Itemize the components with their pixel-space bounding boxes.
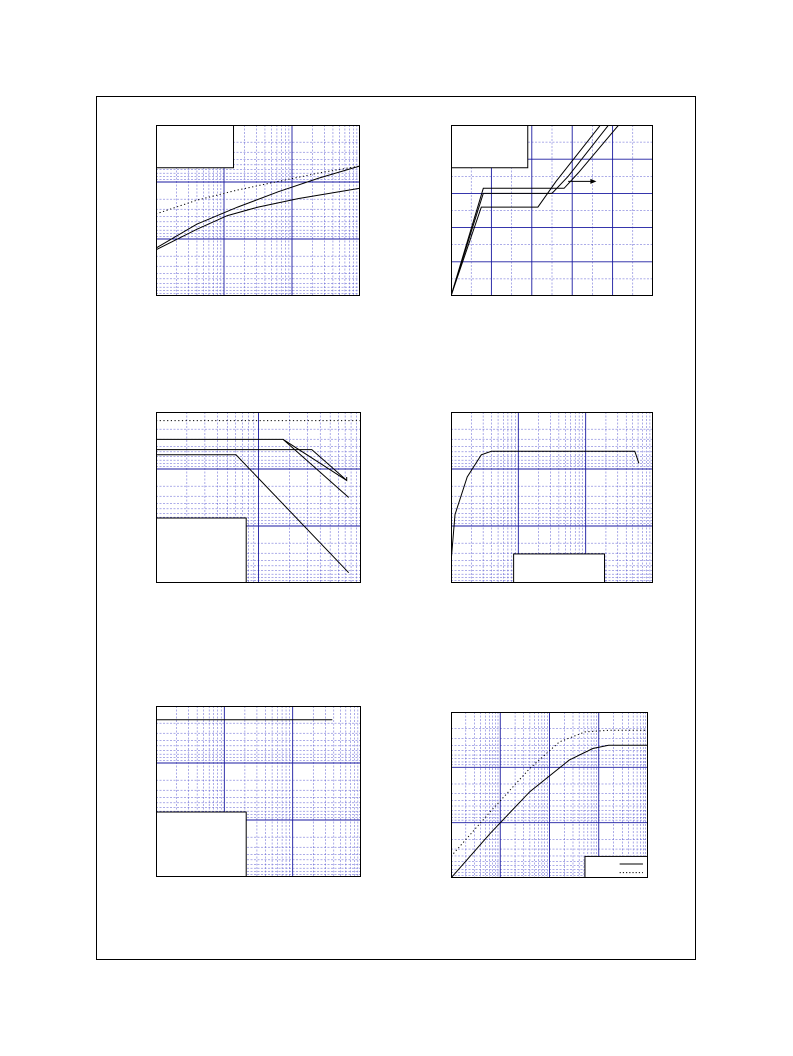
annotation-arrow-head — [590, 179, 596, 184]
legend-box — [451, 125, 528, 168]
series-line-3 — [156, 188, 360, 250]
chart-fig3 — [156, 412, 361, 583]
series-line-2 — [156, 439, 347, 480]
chart-fig2 — [451, 125, 653, 296]
chart-fig6 — [451, 712, 648, 878]
chart-fig5 — [156, 706, 361, 877]
series-line-5 — [283, 439, 349, 497]
chart-fig4 — [451, 412, 653, 583]
legend-box — [156, 518, 246, 583]
series-line-1 — [451, 451, 639, 562]
chart-fig1 — [156, 125, 360, 296]
legend-box — [156, 812, 246, 877]
legend-box — [514, 554, 605, 583]
legend-box — [156, 125, 234, 168]
legend-box — [585, 856, 648, 878]
series-line-3 — [156, 450, 347, 481]
